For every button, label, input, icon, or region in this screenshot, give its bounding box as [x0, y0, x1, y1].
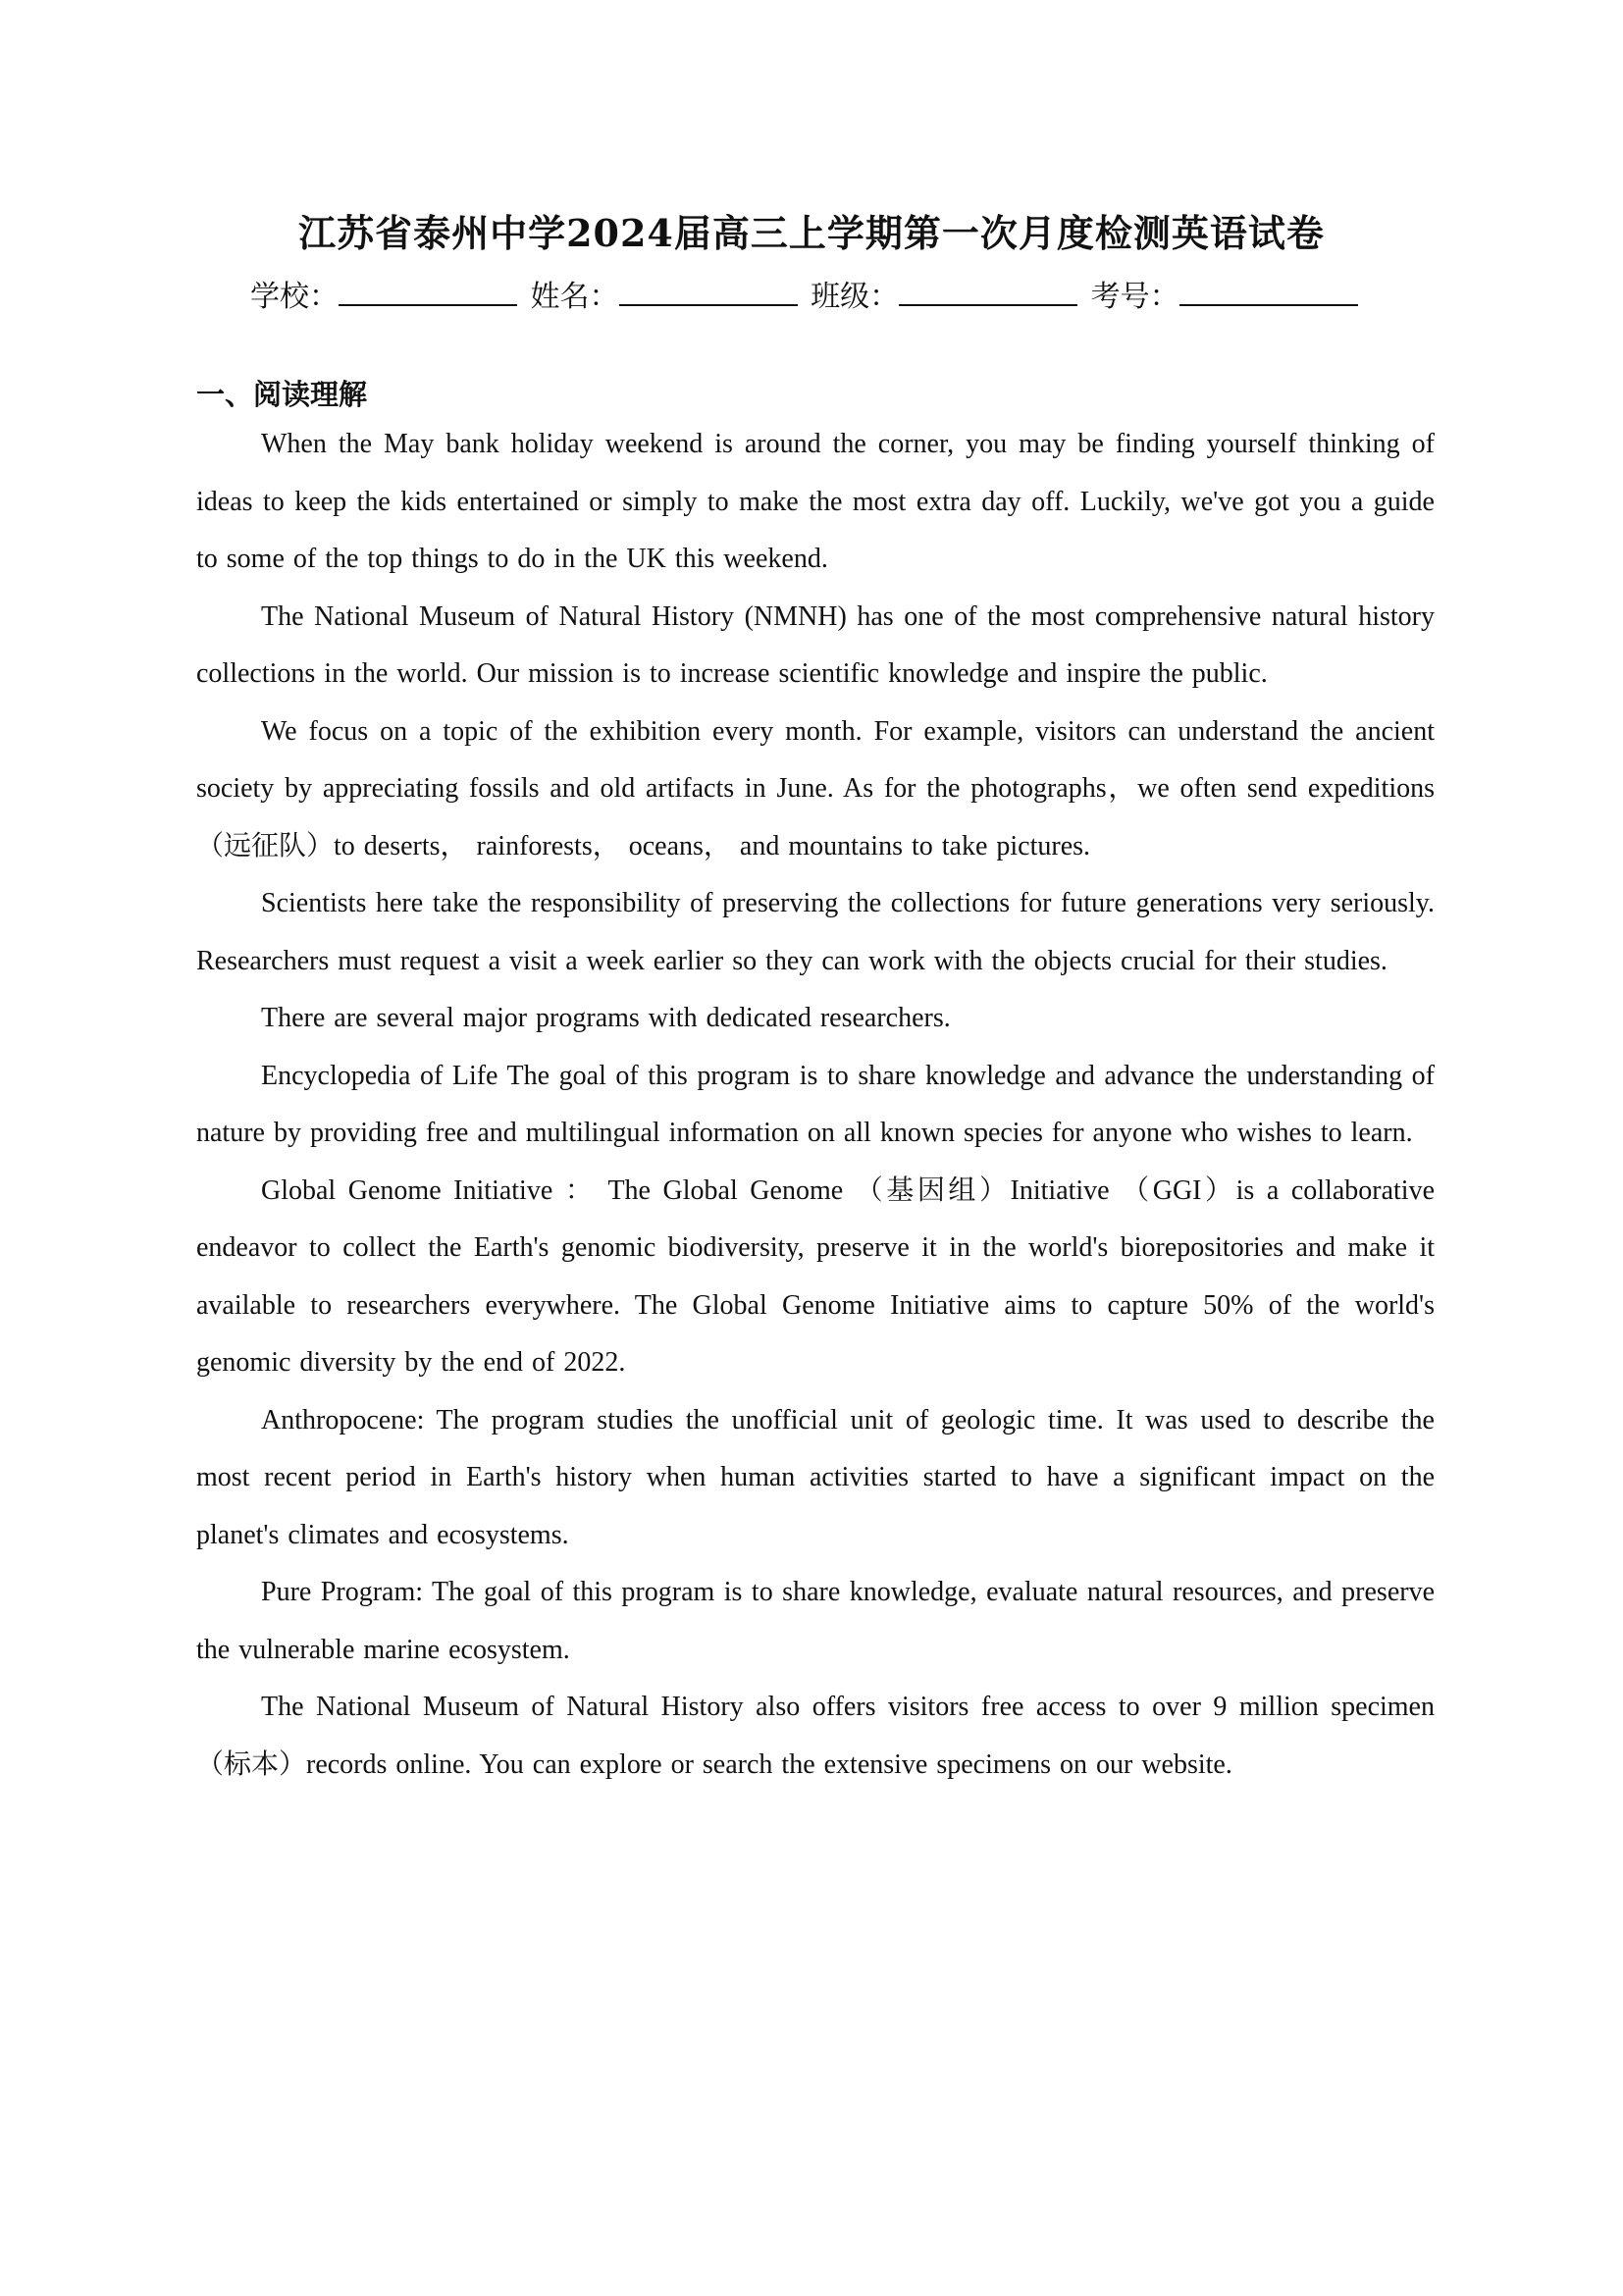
class-label: 班级：: [811, 280, 900, 314]
paragraph: Anthropocene: The program studies the unofficial unit of geologic time. It was used to describe the most recent period in Earth's history when human activities started to have a significant impact on the planet's climates and ecosystems.: [196, 1404, 1435, 1550]
exam-number-field: [1091, 273, 1362, 322]
school-label: 学校：: [250, 280, 339, 314]
paragraph: Pure Program: The goal of this program is to share knowledge, evaluate natural resources, and preserve the vulnerable marine ecosystem.: [196, 1577, 1435, 1665]
paragraph: Global Genome Initiative ： The Global Genome （基因组）Initiative （GGI）is a collaborative endeavor to collect the Earth's genomic biodiversity, preserve it in the world's biorepositories and make it available to researchers everywhere. The Global Genome Initiative aims to capture 50% of the world's genomic diversity by the end of 2022.: [196, 1174, 1435, 1378]
name-blank[interactable]: [619, 275, 798, 306]
reading-passage: [196, 416, 1435, 1794]
paragraph: Scientists here take the responsibility of preserving the collections for future generations very seriously. Researchers must request a visit a week earlier so they can work with the objects crucial for their studies.: [196, 888, 1435, 976]
section-heading: 一、阅读理解: [196, 378, 368, 411]
paragraph: The National Museum of Natural History also offers visitors free access to over 9 million specimen （标本）records online. You can explore or search the extensive specimens on our website.: [196, 1692, 1435, 1780]
paragraph: When the May bank holiday weekend is around the corner, you may be finding yourself thinking of ideas to keep the kids entertained or simply to make the most extra day off. Luckily, we've got you a guide to some of the top things to do in the UK this weekend.: [196, 429, 1435, 574]
paragraph: Encyclopedia of Life The goal of this program is to share knowledge and advance the understanding of nature by providing free and multilingual information on all known species for anyone who wishes to learn.: [196, 1060, 1435, 1148]
exam-number-label: 考号：: [1090, 280, 1179, 314]
class-field: [811, 273, 1081, 322]
school-field: [250, 273, 521, 322]
name-field: [531, 273, 802, 322]
paragraph: There are several major programs with dedicated researchers.: [261, 1003, 951, 1033]
name-label: 姓名：: [530, 280, 619, 314]
paragraph: We focus on a topic of the exhibition every month. For example, visitors can understand the ancient society by appreciating fossils and old artifacts in June. As for the photographs，we often send expeditions （远征队）to deserts， rainforests， oceans， and mountains to take pictures.: [196, 715, 1435, 861]
exam-title: 江苏省泰州中学2024届高三上学期第一次月度检测英语试卷: [298, 211, 1325, 255]
exam-number-blank[interactable]: [1179, 275, 1358, 306]
paragraph: The National Museum of Natural History (NMNH) has one of the most comprehensive natural history collections in the world. Our mission is to increase scientific knowledge and inspire the public.: [196, 600, 1435, 689]
school-blank[interactable]: [339, 275, 517, 306]
class-blank[interactable]: [899, 275, 1077, 306]
student-info-row: [250, 273, 1388, 322]
